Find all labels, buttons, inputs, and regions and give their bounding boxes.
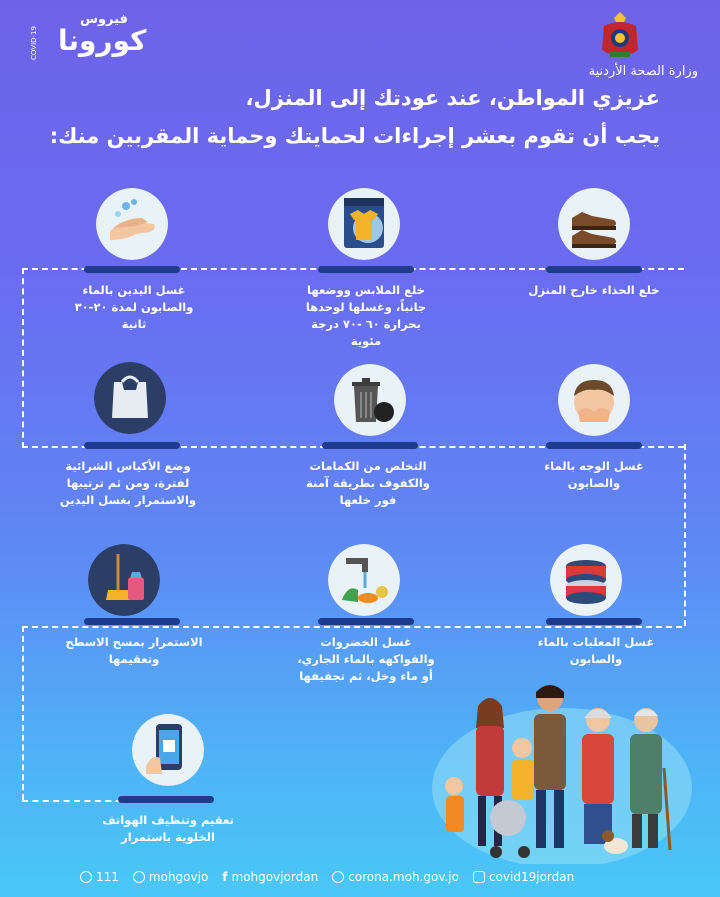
washing-machine-icon [328,188,400,260]
facebook-icon: f [222,870,228,884]
cleaning-supplies-icon [88,544,160,616]
phone-icon [80,871,92,883]
footer-facebook[interactable] [222,870,318,884]
footer-website[interactable] [332,870,459,884]
step-text-face: غسل الوجه بالماء والصابون [544,459,644,490]
phone-sanitize-icon [132,714,204,786]
cans-icon [550,544,622,616]
family-illustration [432,668,692,864]
footer-twitter-text: mohgovjo [148,870,209,884]
plastic-bag-icon [94,362,166,434]
step-bar [318,266,414,273]
hand-wash-icon [96,188,168,260]
step-text-phone: تعقيم وتنظيف الهواتف الخلوية باستمرار [102,813,234,844]
shoes-icon [558,188,630,260]
connector-row-3-top [22,626,682,628]
step-bar [118,796,214,803]
step-text-clothes: خلع الملابس ووضعها جانباً، وغسلها لوحدها بحرارة ٦٠ -٧٠ درجة مئوية [305,283,427,348]
step-bar [322,442,418,449]
corona-logo [22,12,162,68]
footer-twitter[interactable] [133,870,208,884]
footer-instagram[interactable] [473,870,574,884]
step-bar [546,266,642,273]
logo-big-text: كورونا [58,24,147,57]
step-text-hands: غسل اليدين بالماء والصابون لمدة ٢٠-٣٠ ثانية [74,283,194,331]
step-text-shoes: خلع الحذاء خارج المنزل [528,283,660,297]
step-bar [84,618,180,625]
step-bar [84,442,180,449]
step-bar [546,442,642,449]
vegetables-tap-icon [328,544,400,616]
footer-instagram-text: covid19jordan [488,870,575,884]
footer-phone-text: 111 [96,870,119,884]
logo-small-text: فيروس [80,12,128,27]
trash-bin-icon [334,364,406,436]
headline-line-1: عزيزي المواطن، عند عودتك إلى المنزل، [245,86,660,110]
instagram-icon [473,871,485,883]
step-text-surfaces: الاستمرار بمسح الاسطح وتعقيمها [65,635,203,666]
step-text-cans: غسل المعلبات بالماء والصابون [537,635,655,666]
footer [80,870,640,884]
headline-line-2: يجب أن تقوم بعشر إجراءات لحمايتك وحماية المقربين منك: [49,124,660,148]
step-bar [318,618,414,625]
logo-tag: COVID-19 [30,26,38,60]
jordan-emblem-icon [598,10,642,62]
globe-icon [332,871,344,883]
face-wash-icon [558,364,630,436]
step-bar [84,266,180,273]
ministry-name: وزارة الصحة الأردنية [588,64,698,79]
step-text-masks: التخلص من الكمامات والكفوف بطريقة آمنة فور خلعها [306,459,430,507]
footer-website-text: corona.moh.gov.jo [348,870,459,884]
twitter-icon [133,871,145,883]
connector-row-3 [22,626,26,800]
footer-facebook-text: mohgovjordan [231,870,319,884]
step-text-vegetables: غسل الخضروات والفواكهه بالماء الجاري، أو ماء وخل، ثم تجفيفها [297,635,435,683]
footer-phone[interactable] [80,870,119,884]
step-text-bags: وضع الأكياس الشرائية لفترة، ومن ثم ترتيبها والاستمرار بغسل اليدين [59,459,197,507]
connector-row-4 [22,800,132,802]
step-bar [546,618,642,625]
